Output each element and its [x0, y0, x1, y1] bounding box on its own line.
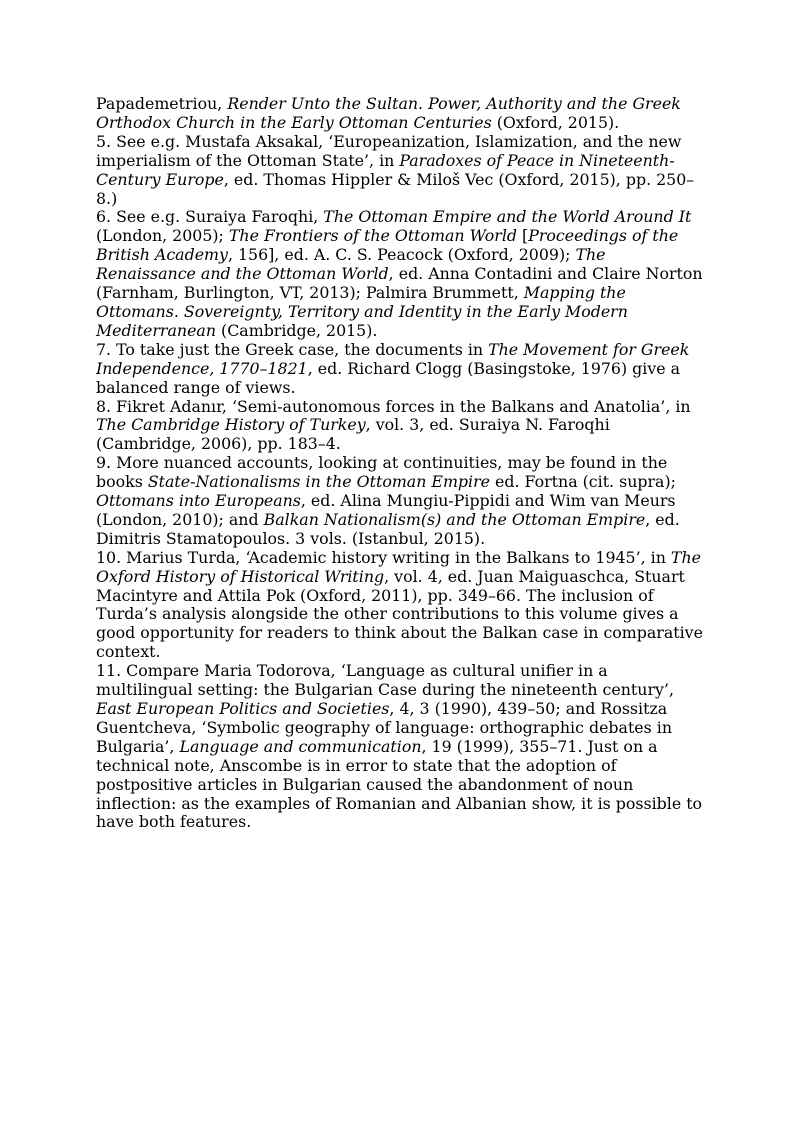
endnote-text: 9. More nuanced accounts, looking at continuities, may be found in the books	[96, 453, 668, 492]
endnote-title-italic: The Oxford History of Historical Writing	[96, 547, 701, 586]
endnote-text: , ed. Alina Mungiu-Pippidi and Wim van Meurs (London, 2010); and	[96, 491, 676, 529]
endnote-text: Papademetriou,	[96, 94, 228, 113]
endnotes-page	[96, 95, 708, 832]
endnote-text: , 4, 3 (1990), 439–50; and Rossitza Guentcheva, ‘Symbolic geography of language: orthographic debates in Bulgaria’,	[96, 699, 673, 756]
endnote-title-italic: Language and communication	[179, 736, 422, 756]
endnote-0	[96, 95, 708, 133]
endnote-text: , 156], ed. A. C. S. Peacock (Oxford, 2009);	[227, 245, 576, 265]
endnote-text: , ed. Anna Contadini and Claire Norton (Farnham, Burlington, VT, 2013); Palmira Brummett,	[96, 264, 703, 303]
endnote-6	[96, 549, 708, 662]
endnote-text: ed. Fortna (cit. supra);	[490, 472, 676, 492]
endnote-text: , 19 (1999), 355–71. Just on a technical note, Anscombe is in error to state that the adoption of postpositive articles in Bulgarian caused the abandonment of noun inflection: as the examples of Romanian and Albanian show, it is possible to have both features.	[96, 736, 703, 832]
endnote-text: 6. See e.g. Suraiya Faroqhi,	[96, 207, 324, 227]
endnote-text: [	[517, 226, 529, 246]
endnote-title-italic: Proceedings of the British Academy	[96, 226, 679, 265]
endnote-title-italic: The Ottoman Empire and the World Around It	[323, 207, 692, 227]
endnote-title-italic: Ottomans into Europeans	[96, 491, 301, 511]
endnote-title-italic: The Movement for Greek Independence, 1770–1821	[96, 339, 690, 378]
endnote-text: 11. Compare Maria Todorova, ‘Language as cultural unifier in a multilingual setting: the Bulgarian Case during the nineteenth century’,	[96, 661, 674, 700]
endnote-title-italic: Render Unto the Sultan. Power, Authority and the Greek Orthodox Church in the Early Ottoman Centuries	[96, 94, 681, 132]
endnote-title-italic: Paradoxes of Peace in Nineteenth-Century Europe	[96, 150, 675, 189]
endnote-text: 5. See e.g. Mustafa Aksakal, ‘Europeanization, Islamization, and the new imperialism of the Ottoman State’, in	[96, 131, 682, 170]
endnote-4	[96, 398, 708, 455]
endnote-7	[96, 662, 708, 832]
endnote-text: (London, 2005);	[96, 226, 229, 246]
endnote-5	[96, 454, 708, 549]
endnote-text: , ed. Thomas Hippler & Miloš Vec (Oxford, 2015), pp. 250–8.)	[96, 169, 695, 208]
endnote-text: 7. To take just the Greek case, the documents in	[96, 339, 489, 359]
endnote-title-italic: Balkan Nationalism(s) and the Ottoman Empire	[263, 509, 646, 529]
endnote-2	[96, 208, 708, 340]
endnote-1	[96, 133, 708, 209]
endnote-text: , vol. 3, ed. Suraiya N. Faroqhi (Cambridge, 2006), pp. 183–4.	[96, 415, 610, 454]
endnote-text: (Cambridge, 2015).	[216, 320, 378, 340]
endnote-text: , ed. Richard Clogg (Basingstoke, 1976) give a balanced range of views.	[96, 358, 681, 397]
endnote-text: 10. Marius Turda, ‘Academic history writing in the Balkans to 1945’, in	[96, 547, 671, 567]
endnote-title-italic: Mapping the Ottomans. Sovereignty, Territory and Identity in the Early Modern Mediterranean	[96, 283, 628, 340]
endnote-title-italic: East European Politics and Societies	[96, 699, 390, 718]
endnote-3	[96, 341, 708, 398]
endnote-title-italic: The Renaissance and the Ottoman World	[96, 245, 606, 284]
endnote-title-italic: The Cambridge History of Turkey	[96, 415, 366, 435]
endnote-title-italic: The Frontiers of the Ottoman World	[228, 226, 518, 246]
endnote-text: , vol. 4, ed. Juan Maiguaschca, Stuart Macintyre and Attila Pok (Oxford, 2011), pp. 349–66. The inclusion of Turda’s analysis alongside the other contributions to this volume gives a good opportunity for readers to think about the Balkan case in comparative context.	[96, 566, 703, 662]
endnote-text: , ed. Dimitris Stamatopoulos. 3 vols. (Istanbul, 2015).	[96, 509, 680, 548]
endnote-text: (Oxford, 2015).	[491, 112, 620, 132]
endnote-text: 8. Fikret Adanır, ‘Semi-autonomous forces in the Balkans and Anatolia’, in	[96, 396, 691, 416]
endnote-title-italic: State-Nationalisms in the Ottoman Empire	[147, 472, 490, 492]
